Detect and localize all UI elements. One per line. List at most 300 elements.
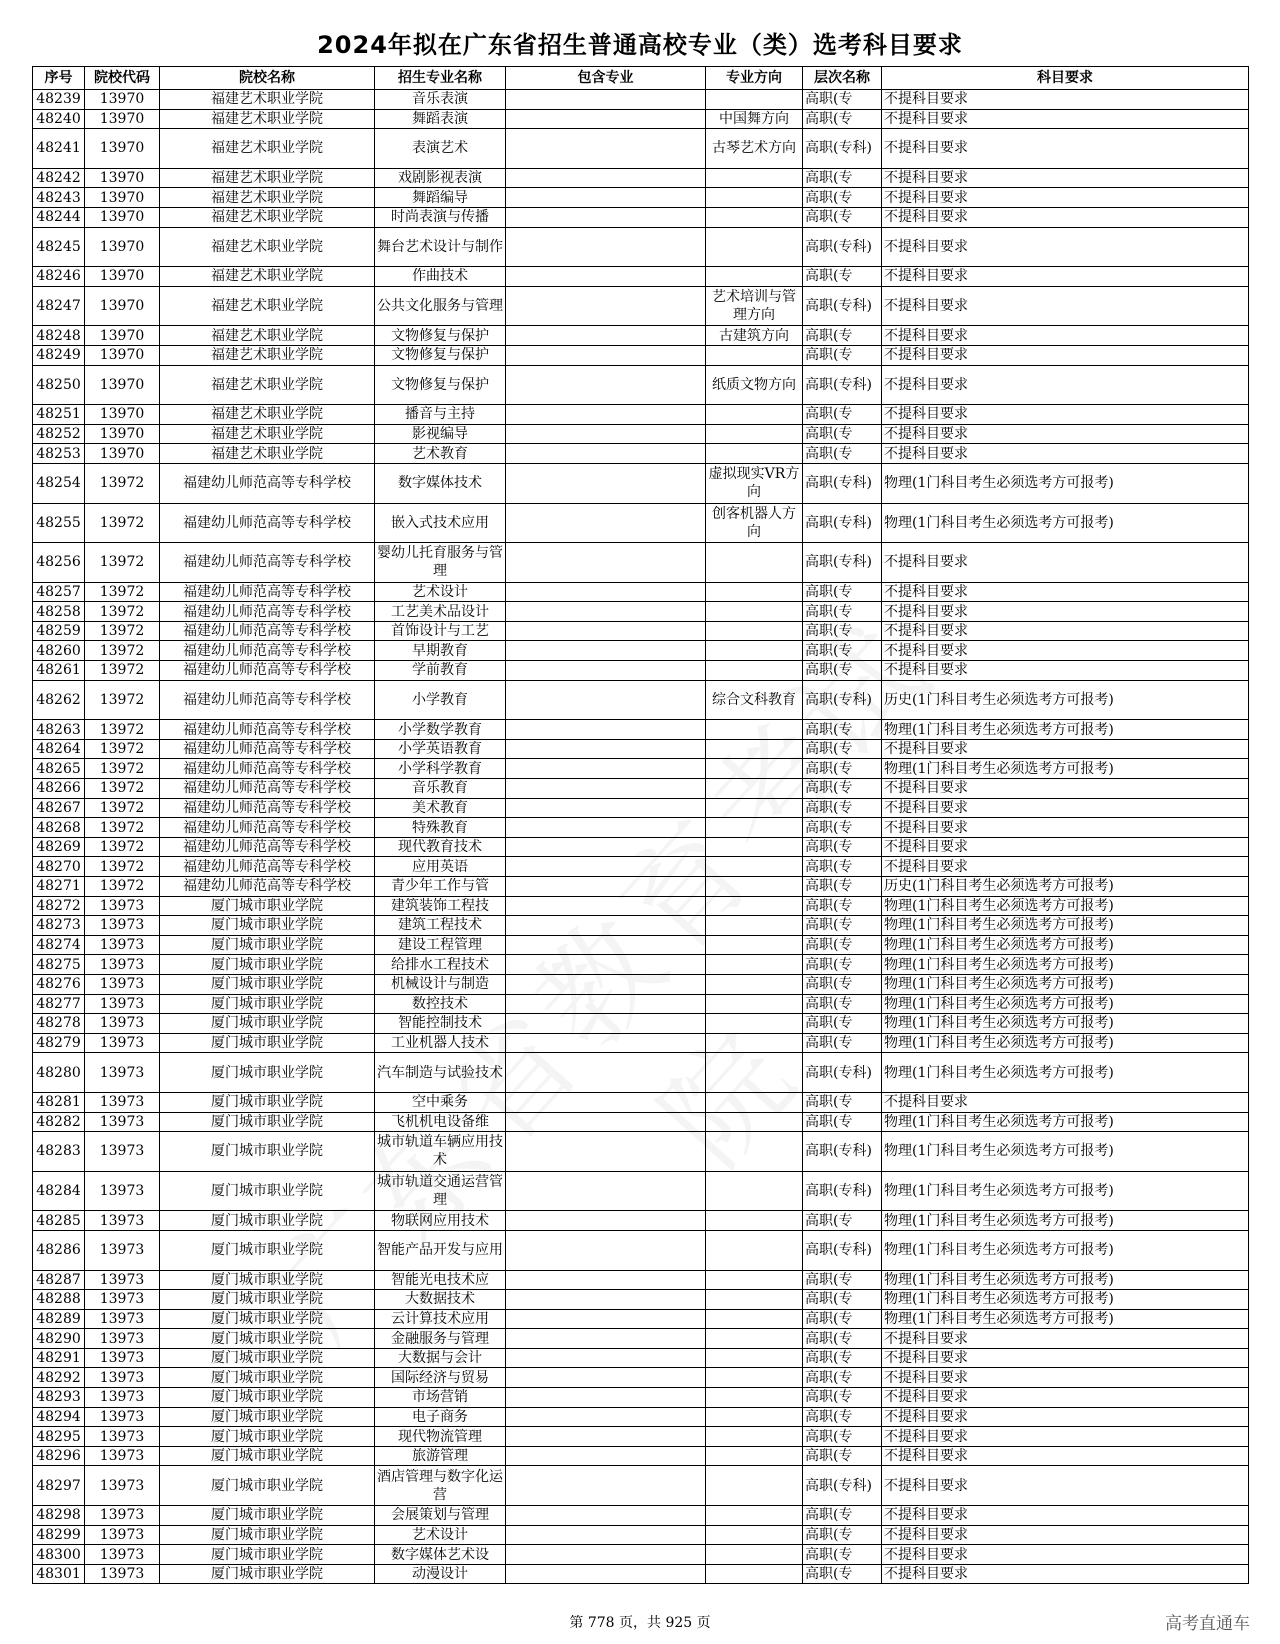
cell-major-name: 小学数学教育 [375,720,506,740]
cell-school-name: 福建幼儿师范高等专科学校 [160,779,375,799]
cell-school-code: 13973 [85,1506,160,1526]
cell-major-direction [706,621,803,641]
cell-major-direction [706,1270,803,1290]
cell-school-name: 厦门城市职业学院 [160,1132,375,1172]
cell-included-majors [506,1368,706,1388]
cell-level: 高职(专 [803,739,882,759]
cell-subject-requirement: 不提科目要求 [882,641,1249,661]
cell-major-direction [706,168,803,188]
table-row [33,1545,1249,1565]
cell-school-code: 13973 [85,1545,160,1565]
cell-school-code: 13972 [85,837,160,857]
cell-major-name: 早期教育 [375,641,506,661]
cell-included-majors [506,1211,706,1231]
cell-school-name: 厦门城市职业学院 [160,1033,375,1053]
cell-subject-requirement: 不提科目要求 [882,582,1249,602]
cell-school-code: 13973 [85,1525,160,1545]
cell-included-majors [506,739,706,759]
cell-school-code: 13972 [85,857,160,877]
cell-serial: 48273 [33,916,85,936]
table-row [33,1427,1249,1447]
table-row [33,1466,1249,1506]
cell-subject-requirement: 物理(1门科目考生必须选考方可报考) [882,1211,1249,1231]
cell-major-name: 数字媒体艺术设 [375,1545,506,1565]
table-row [33,1506,1249,1526]
table-row [33,1230,1249,1270]
cell-major-direction [706,818,803,838]
cell-major-direction [706,1230,803,1270]
cell-included-majors [506,661,706,681]
cell-major-direction [706,1132,803,1172]
cell-school-name: 福建幼儿师范高等专科学校 [160,720,375,740]
cell-included-majors [506,935,706,955]
cell-level: 高职(专 [803,207,882,227]
cell-major-direction [706,1446,803,1466]
table-row [33,974,1249,994]
cell-school-name: 厦门城市职业学院 [160,1171,375,1211]
cell-included-majors [506,129,706,169]
cell-major-direction: 艺术培训与管理方向 [706,286,803,326]
cell-school-code: 13970 [85,405,160,425]
cell-school-code: 13972 [85,779,160,799]
header-school-name: 院校名称 [160,67,375,90]
cell-major-name: 舞蹈表演 [375,109,506,129]
cell-level: 高职(专 [803,1309,882,1329]
cell-included-majors [506,109,706,129]
cell-serial: 48255 [33,503,85,543]
cell-included-majors [506,1564,706,1584]
cell-level: 高职(专科) [803,1053,882,1093]
table-row [33,286,1249,326]
cell-major-direction [706,1211,803,1231]
cell-major-direction: 创客机器人方向 [706,503,803,543]
table-row [33,1033,1249,1053]
cell-major-direction [706,227,803,267]
table-row [33,129,1249,169]
header-level: 层次名称 [803,67,882,90]
cell-major-direction [706,582,803,602]
table-row [33,503,1249,543]
cell-school-name: 福建艺术职业学院 [160,405,375,425]
cell-serial: 48246 [33,267,85,287]
cell-subject-requirement: 物理(1门科目考生必须选考方可报考) [882,503,1249,543]
cell-included-majors [506,1270,706,1290]
cell-major-direction [706,935,803,955]
table-row [33,739,1249,759]
cell-major-direction: 古建筑方向 [706,326,803,346]
cell-subject-requirement: 历史(1门科目考生必须选考方可报考) [882,877,1249,897]
cell-school-code: 13973 [85,994,160,1014]
cell-included-majors [506,1033,706,1053]
cell-school-code: 13972 [85,602,160,622]
cell-major-name: 舞蹈编导 [375,188,506,208]
cell-major-direction [706,267,803,287]
table-row [33,582,1249,602]
cell-major-direction [706,90,803,110]
cell-level: 高职(专 [803,661,882,681]
cell-major-name: 城市轨道车辆应用技术 [375,1132,506,1172]
table-row [33,916,1249,936]
cell-level: 高职(专 [803,935,882,955]
cell-school-name: 福建幼儿师范高等专科学校 [160,463,375,503]
cell-major-direction [706,974,803,994]
cell-school-name: 厦门城市职业学院 [160,1368,375,1388]
cell-subject-requirement: 不提科目要求 [882,837,1249,857]
cell-school-name: 福建幼儿师范高等专科学校 [160,818,375,838]
cell-serial: 48283 [33,1132,85,1172]
table-row [33,680,1249,720]
cell-school-code: 13973 [85,1171,160,1211]
cell-major-direction [706,1014,803,1034]
cell-major-name: 学前教育 [375,661,506,681]
cell-included-majors [506,207,706,227]
cell-serial: 48293 [33,1388,85,1408]
cell-major-direction [706,1171,803,1211]
table-row [33,1446,1249,1466]
cell-included-majors [506,543,706,583]
cell-subject-requirement: 不提科目要求 [882,1525,1249,1545]
cell-subject-requirement: 物理(1门科目考生必须选考方可报考) [882,1171,1249,1211]
cell-subject-requirement: 不提科目要求 [882,1506,1249,1526]
cell-school-name: 厦门城市职业学院 [160,1290,375,1310]
cell-subject-requirement: 物理(1门科目考生必须选考方可报考) [882,1309,1249,1329]
cell-level: 高职(专科) [803,129,882,169]
cell-school-name: 福建艺术职业学院 [160,424,375,444]
cell-included-majors [506,1092,706,1112]
cell-included-majors [506,444,706,464]
table-row [33,621,1249,641]
cell-major-name: 工艺美术品设计 [375,602,506,622]
cell-school-code: 13973 [85,1112,160,1132]
cell-school-code: 13973 [85,974,160,994]
cell-serial: 48294 [33,1407,85,1427]
cell-level: 高职(专科) [803,680,882,720]
cell-school-name: 厦门城市职业学院 [160,1545,375,1565]
cell-major-name: 动漫设计 [375,1564,506,1584]
cell-serial: 48301 [33,1564,85,1584]
cell-included-majors [506,1329,706,1349]
cell-major-direction: 虚拟现实VR方向 [706,463,803,503]
cell-subject-requirement: 物理(1门科目考生必须选考方可报考) [882,1270,1249,1290]
cell-included-majors [506,503,706,543]
page-footer: 第 778 页，共 925 页 [569,1615,711,1631]
cell-school-name: 厦门城市职业学院 [160,994,375,1014]
cell-school-name: 福建艺术职业学院 [160,286,375,326]
cell-school-name: 厦门城市职业学院 [160,1309,375,1329]
cell-included-majors [506,720,706,740]
cell-school-code: 13972 [85,503,160,543]
cell-school-name: 福建艺术职业学院 [160,168,375,188]
cell-major-name: 小学教育 [375,680,506,720]
cell-major-name: 婴幼儿托育服务与管理 [375,543,506,583]
cell-major-name: 影视编导 [375,424,506,444]
table-row [33,602,1249,622]
table-row [33,1525,1249,1545]
cell-school-code: 13970 [85,326,160,346]
cell-major-name: 舞台艺术设计与制作 [375,227,506,267]
table-row [33,759,1249,779]
cell-level: 高职(专 [803,444,882,464]
cell-level: 高职(专 [803,1033,882,1053]
cell-level: 高职(专 [803,818,882,838]
cell-included-majors [506,463,706,503]
cell-included-majors [506,994,706,1014]
table-row [33,227,1249,267]
cell-major-direction [706,1407,803,1427]
cell-subject-requirement: 物理(1门科目考生必须选考方可报考) [882,1053,1249,1093]
cell-subject-requirement: 不提科目要求 [882,661,1249,681]
cell-school-name: 福建幼儿师范高等专科学校 [160,739,375,759]
cell-subject-requirement: 不提科目要求 [882,286,1249,326]
cell-subject-requirement: 不提科目要求 [882,424,1249,444]
cell-school-name: 福建幼儿师范高等专科学校 [160,621,375,641]
cell-included-majors [506,602,706,622]
table-row [33,1092,1249,1112]
cell-subject-requirement: 物理(1门科目考生必须选考方可报考) [882,1112,1249,1132]
cell-serial: 48269 [33,837,85,857]
cell-school-name: 厦门城市职业学院 [160,1427,375,1447]
cell-subject-requirement: 不提科目要求 [882,90,1249,110]
table-row [33,857,1249,877]
cell-serial: 48242 [33,168,85,188]
cell-school-name: 福建幼儿师范高等专科学校 [160,641,375,661]
cell-school-name: 福建艺术职业学院 [160,365,375,405]
cell-major-direction [706,1092,803,1112]
table-row [33,837,1249,857]
cell-subject-requirement: 不提科目要求 [882,857,1249,877]
cell-included-majors [506,1348,706,1368]
cell-major-name: 特殊教育 [375,818,506,838]
cell-school-code: 13970 [85,424,160,444]
cell-school-code: 13972 [85,463,160,503]
cell-included-majors [506,916,706,936]
cell-serial: 48264 [33,739,85,759]
cell-school-name: 厦门城市职业学院 [160,935,375,955]
cell-major-direction [706,779,803,799]
cell-major-direction [706,720,803,740]
cell-level: 高职(专 [803,798,882,818]
table-row [33,405,1249,425]
cell-school-code: 13973 [85,1132,160,1172]
cell-included-majors [506,1525,706,1545]
cell-major-name: 物联网应用技术 [375,1211,506,1231]
cell-level: 高职(专 [803,1545,882,1565]
table-row [33,935,1249,955]
table-row [33,779,1249,799]
table-row [33,207,1249,227]
cell-school-code: 13973 [85,1270,160,1290]
cell-serial: 48256 [33,543,85,583]
cell-school-code: 13972 [85,661,160,681]
table-row [33,720,1249,740]
cell-school-name: 厦门城市职业学院 [160,1446,375,1466]
cell-major-direction [706,602,803,622]
header-major-name: 招生专业名称 [375,67,506,90]
cell-serial: 48249 [33,345,85,365]
cell-serial: 48299 [33,1525,85,1545]
cell-serial: 48288 [33,1290,85,1310]
cell-included-majors [506,1466,706,1506]
cell-major-name: 建筑工程技术 [375,916,506,936]
cell-school-name: 厦门城市职业学院 [160,1014,375,1034]
cell-school-code: 13970 [85,286,160,326]
cell-major-name: 嵌入式技术应用 [375,503,506,543]
cell-school-code: 13972 [85,543,160,583]
cell-school-code: 13973 [85,1368,160,1388]
cell-serial: 48240 [33,109,85,129]
table-row [33,345,1249,365]
cell-included-majors [506,759,706,779]
cell-major-name: 播音与主持 [375,405,506,425]
cell-major-name: 旅游管理 [375,1446,506,1466]
cell-school-name: 厦门城市职业学院 [160,974,375,994]
table-row [33,955,1249,975]
cell-subject-requirement: 不提科目要求 [882,168,1249,188]
cell-level: 高职(专 [803,916,882,936]
cell-subject-requirement: 不提科目要求 [882,267,1249,287]
table-row [33,1014,1249,1034]
cell-major-direction [706,857,803,877]
cell-school-name: 厦门城市职业学院 [160,896,375,916]
cell-subject-requirement: 不提科目要求 [882,1348,1249,1368]
cell-major-name: 小学英语教育 [375,739,506,759]
cell-school-code: 13970 [85,345,160,365]
header-school-code: 院校代码 [85,67,160,90]
cell-serial: 48284 [33,1171,85,1211]
cell-major-name: 电子商务 [375,1407,506,1427]
cell-school-code: 13973 [85,1230,160,1270]
table-row [33,1329,1249,1349]
cell-major-direction [706,1368,803,1388]
cell-serial: 48263 [33,720,85,740]
cell-school-code: 13973 [85,1564,160,1584]
cell-level: 高职(专 [803,405,882,425]
cell-major-direction [706,1525,803,1545]
cell-subject-requirement: 物理(1门科目考生必须选考方可报考) [882,994,1249,1014]
cell-included-majors [506,1506,706,1526]
cell-school-code: 13973 [85,1033,160,1053]
cell-school-name: 福建艺术职业学院 [160,345,375,365]
cell-serial: 48239 [33,90,85,110]
cell-level: 高职(专 [803,720,882,740]
table-row [33,326,1249,346]
cell-included-majors [506,1171,706,1211]
cell-subject-requirement: 物理(1门科目考生必须选考方可报考) [882,974,1249,994]
table-row [33,1564,1249,1584]
table-row [33,641,1249,661]
cell-school-code: 13970 [85,267,160,287]
cell-school-name: 厦门城市职业学院 [160,1230,375,1270]
cell-level: 高职(专 [803,1446,882,1466]
cell-major-name: 文物修复与保护 [375,326,506,346]
cell-major-direction [706,994,803,1014]
cell-major-name: 大数据技术 [375,1290,506,1310]
cell-level: 高职(专科) [803,365,882,405]
cell-school-code: 13972 [85,798,160,818]
table-row [33,109,1249,129]
cell-major-name: 公共文化服务与管理 [375,286,506,326]
cell-major-name: 金融服务与管理 [375,1329,506,1349]
cell-level: 高职(专 [803,621,882,641]
cell-level: 高职(专 [803,1407,882,1427]
cell-school-code: 13973 [85,1407,160,1427]
cell-major-name: 智能光电技术应 [375,1270,506,1290]
cell-subject-requirement: 物理(1门科目考生必须选考方可报考) [882,935,1249,955]
cell-major-name: 音乐表演 [375,90,506,110]
cell-subject-requirement: 不提科目要求 [882,1368,1249,1388]
cell-level: 高职(专科) [803,463,882,503]
cell-subject-requirement: 不提科目要求 [882,1564,1249,1584]
cell-school-name: 厦门城市职业学院 [160,1329,375,1349]
cell-school-code: 13970 [85,444,160,464]
table-row [33,1309,1249,1329]
cell-major-name: 数字媒体技术 [375,463,506,503]
cell-included-majors [506,1014,706,1034]
cell-included-majors [506,1309,706,1329]
cell-serial: 48292 [33,1368,85,1388]
cell-major-direction [706,877,803,897]
cell-major-name: 市场营销 [375,1388,506,1408]
cell-school-code: 13972 [85,621,160,641]
cell-serial: 48274 [33,935,85,955]
cell-subject-requirement: 不提科目要求 [882,798,1249,818]
table-row [33,818,1249,838]
cell-school-code: 13973 [85,1014,160,1034]
cell-school-name: 厦门城市职业学院 [160,1211,375,1231]
cell-major-direction [706,739,803,759]
cell-level: 高职(专 [803,188,882,208]
cell-serial: 48285 [33,1211,85,1231]
cell-subject-requirement: 不提科目要求 [882,818,1249,838]
cell-subject-requirement: 物理(1门科目考生必须选考方可报考) [882,759,1249,779]
cell-subject-requirement: 不提科目要求 [882,444,1249,464]
cell-subject-requirement: 不提科目要求 [882,207,1249,227]
cell-subject-requirement: 不提科目要求 [882,543,1249,583]
table-row [33,1112,1249,1132]
cell-level: 高职(专 [803,602,882,622]
cell-subject-requirement: 不提科目要求 [882,1446,1249,1466]
cell-school-code: 13973 [85,1427,160,1447]
cell-subject-requirement: 不提科目要求 [882,1466,1249,1506]
cell-included-majors [506,286,706,326]
cell-school-name: 福建艺术职业学院 [160,326,375,346]
cell-subject-requirement: 不提科目要求 [882,739,1249,759]
cell-school-code: 13973 [85,1092,160,1112]
cell-major-name: 戏剧影视表演 [375,168,506,188]
cell-subject-requirement: 历史(1门科目考生必须选考方可报考) [882,680,1249,720]
cell-serial: 48245 [33,227,85,267]
cell-school-name: 厦门城市职业学院 [160,1348,375,1368]
cell-subject-requirement: 不提科目要求 [882,1329,1249,1349]
cell-level: 高职(专 [803,267,882,287]
cell-major-name: 文物修复与保护 [375,365,506,405]
cell-subject-requirement: 物理(1门科目考生必须选考方可报考) [882,896,1249,916]
cell-school-name: 福建幼儿师范高等专科学校 [160,837,375,857]
cell-included-majors [506,405,706,425]
cell-serial: 48298 [33,1506,85,1526]
cell-major-direction [706,1466,803,1506]
table-header-row [33,67,1249,90]
cell-serial: 48266 [33,779,85,799]
cell-level: 高职(专 [803,1092,882,1112]
cell-level: 高职(专科) [803,1171,882,1211]
cell-serial: 48290 [33,1329,85,1349]
table-row [33,1270,1249,1290]
cell-level: 高职(专科) [803,1132,882,1172]
cell-school-code: 13973 [85,935,160,955]
cell-level: 高职(专 [803,759,882,779]
table-row [33,1388,1249,1408]
